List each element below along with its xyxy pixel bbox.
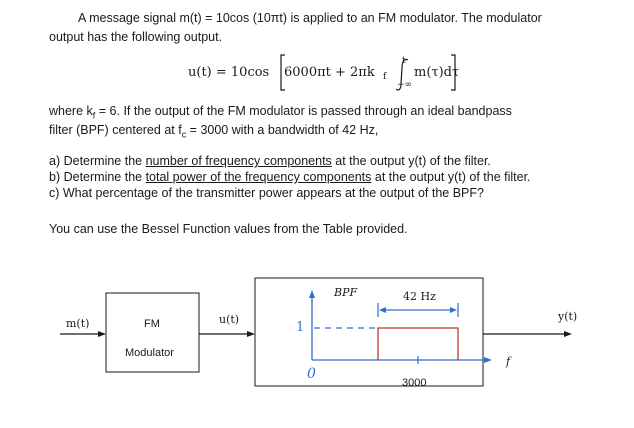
equation-lhs: u(t) = 10cos: [188, 65, 270, 80]
equation-integrand: m(τ)dτ: [414, 65, 460, 80]
intro-text-1: A message signal m(t) = 10cos (10πt) is applied to an FM modulator. The modulator: [78, 11, 542, 25]
question-a-prefix: a) Determine the: [49, 154, 146, 168]
bessel-note-text: You can use the Bessel Function values from the Table provided.: [49, 222, 408, 236]
right-bracket: [451, 55, 455, 90]
bpf-label: BPF: [334, 286, 358, 299]
modulator-block-label: Modulator: [125, 347, 174, 359]
output-arrow: [483, 331, 572, 337]
bandwidth-label: 42 Hz: [403, 290, 436, 303]
center-frequency-label: 3000: [402, 377, 427, 389]
equation-subscript-f: f: [383, 72, 387, 82]
question-c-text: c) What percentage of the transmitter power appears at the output of the BPF?: [49, 186, 484, 200]
equation-brackets: [281, 55, 455, 90]
where-subscript: f: [92, 110, 96, 121]
integral-sign: [396, 59, 408, 89]
mid-signal-label: u(t): [219, 313, 240, 326]
filter-subscript: c: [181, 129, 187, 140]
left-bracket: [281, 55, 285, 90]
integral-lower-limit: −∞: [397, 80, 413, 90]
integral-upper-limit: t: [402, 56, 406, 66]
zero-label: 0: [307, 366, 316, 382]
question-b-underlined: total power of the frequency components: [145, 170, 372, 184]
intro-text-2: output has the following output.: [49, 30, 223, 44]
equation-phase-term: 6000πt + 2πk: [284, 65, 375, 80]
gain-label: 1: [296, 320, 305, 335]
question-a-underlined: number of frequency components: [145, 154, 332, 168]
fm-block-label: FM: [144, 318, 160, 330]
fm-modulator-block: [106, 293, 199, 372]
input-label: m(t): [66, 317, 90, 330]
filter-text: filter (BPF) centered at f: [49, 123, 182, 137]
question-b-suffix: at the output y(t) of the filter.: [371, 170, 531, 184]
filter-text-rest: = 3000 with a bandwidth of 42 Hz,: [189, 123, 379, 137]
question-a-suffix: at the output y(t) of the filter.: [331, 154, 491, 168]
where-text: where k: [49, 104, 93, 118]
mid-arrow: [199, 331, 255, 337]
where-text-rest: = 6. If the output of the FM modulator is passed through an ideal bandpass: [98, 104, 512, 118]
input-arrow: [60, 331, 106, 337]
bpf-block: [255, 278, 483, 386]
output-label: y(t): [558, 310, 578, 323]
question-b-prefix: b) Determine the: [49, 170, 146, 184]
frequency-axis-label: f: [506, 355, 511, 368]
